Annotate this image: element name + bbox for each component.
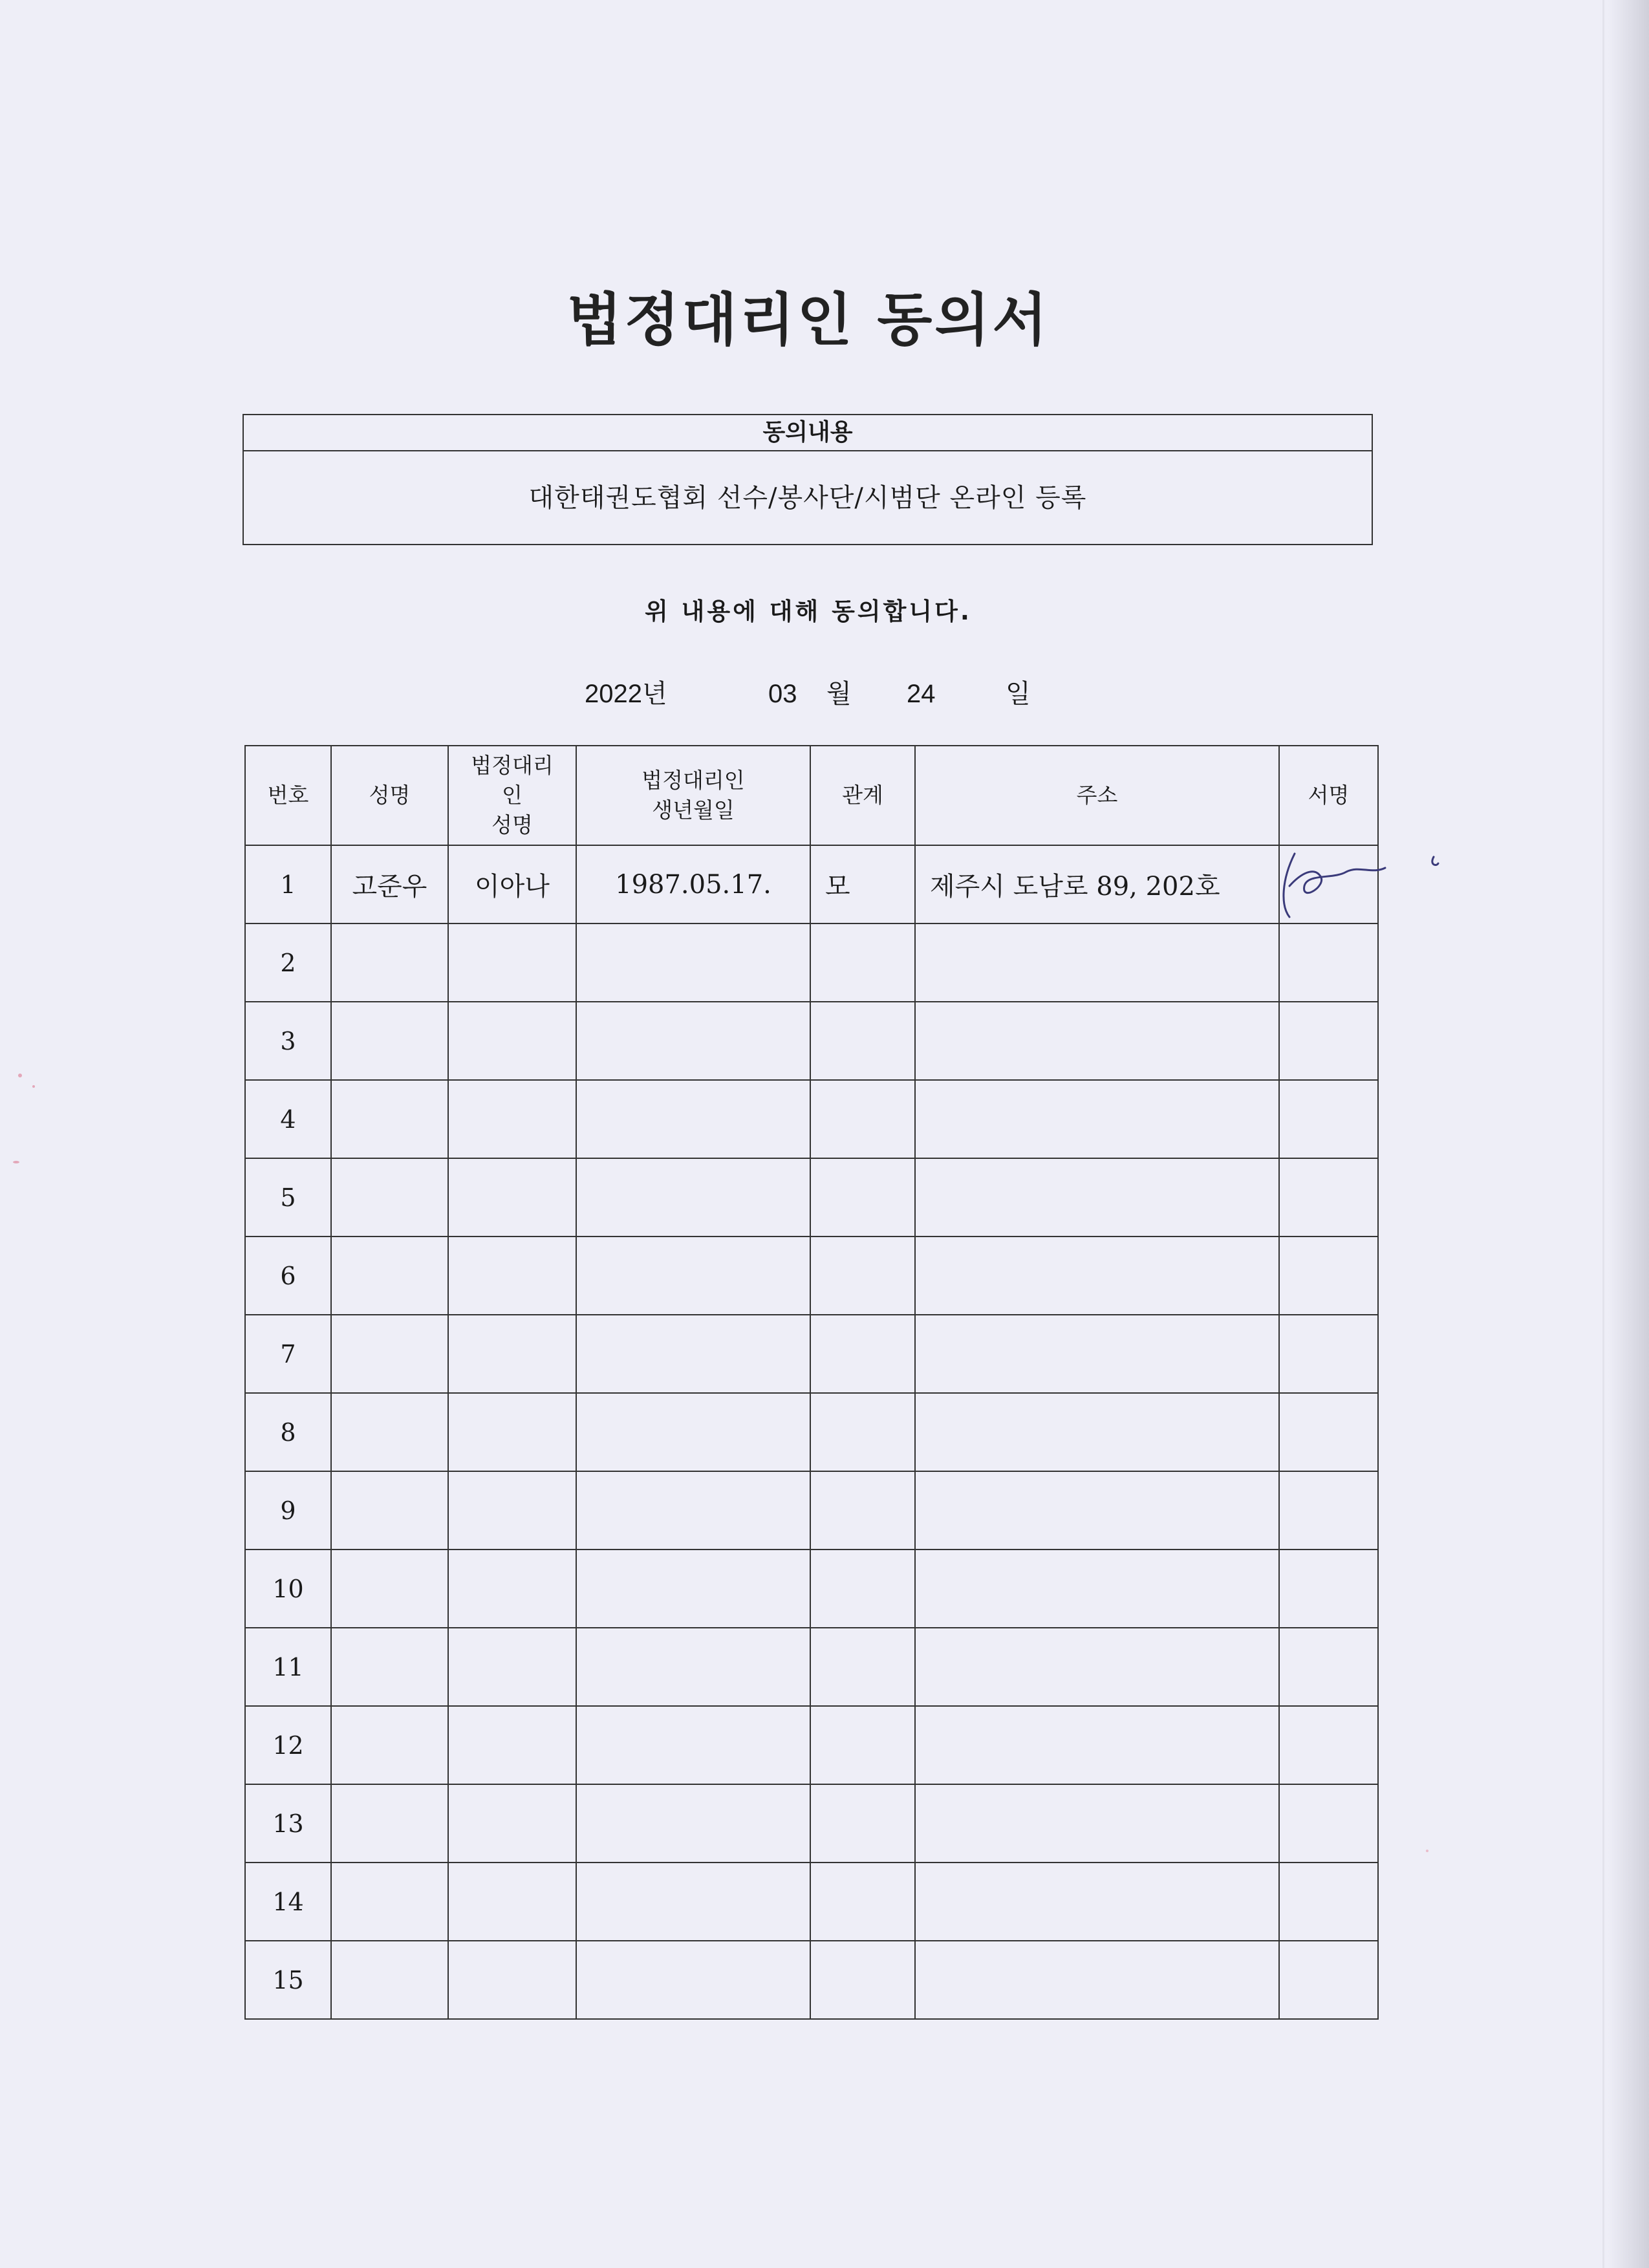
row-relation <box>810 1002 915 1080</box>
row-signature <box>1279 1471 1378 1550</box>
header-address: 주소 <box>915 746 1279 845</box>
row-relation <box>810 1393 915 1471</box>
row-guardian-birth <box>576 1628 810 1706</box>
row-relation <box>810 923 915 1002</box>
header-signature: 서명 <box>1279 746 1378 845</box>
row-number: 1 <box>245 845 331 923</box>
row-relation <box>810 1706 915 1784</box>
row-guardian-name <box>448 1628 576 1706</box>
table-row <box>245 845 1378 923</box>
table-row <box>245 923 1378 1002</box>
scan-speck <box>13 1161 19 1163</box>
row-number: 9 <box>245 1471 331 1550</box>
row-name <box>331 1158 448 1237</box>
scan-speck <box>32 1085 35 1088</box>
row-signature <box>1279 923 1378 1002</box>
row-guardian-birth <box>576 1080 810 1158</box>
row-signature <box>1279 1393 1378 1471</box>
row-address <box>915 1002 1279 1080</box>
row-signature <box>1279 1784 1378 1863</box>
row-relation <box>810 1863 915 1941</box>
table-row <box>245 1628 1378 1706</box>
row-address <box>915 1550 1279 1628</box>
row-relation: 모 <box>810 845 915 923</box>
table-row <box>245 1550 1378 1628</box>
row-guardian-name: 이아나 <box>448 845 576 923</box>
row-signature <box>1279 1941 1378 2019</box>
row-guardian-name <box>448 1080 576 1158</box>
header-number: 번호 <box>245 746 331 845</box>
row-guardian-name <box>448 1002 576 1080</box>
row-name <box>331 1941 448 2019</box>
header-guardian-name-line3: 성명 <box>491 812 533 837</box>
row-name <box>331 1863 448 1941</box>
row-guardian-birth <box>576 1393 810 1471</box>
row-address <box>915 1863 1279 1941</box>
table-row <box>245 1002 1378 1080</box>
row-name <box>331 1393 448 1471</box>
row-relation <box>810 1237 915 1315</box>
row-number: 8 <box>245 1393 331 1471</box>
table-row <box>245 1393 1378 1471</box>
row-relation <box>810 1628 915 1706</box>
row-signature <box>1279 1080 1378 1158</box>
header-guardian-birth <box>576 746 810 845</box>
row-signature <box>1279 1158 1378 1237</box>
row-address <box>915 1628 1279 1706</box>
row-number: 10 <box>245 1550 331 1628</box>
row-address <box>915 923 1279 1002</box>
row-guardian-name <box>448 1941 576 2019</box>
header-guardian-name-line1: 법정대리 <box>471 753 554 778</box>
row-address <box>915 1941 1279 2019</box>
row-address <box>915 1237 1279 1315</box>
scan-speck <box>1426 1850 1428 1852</box>
table-row <box>245 1863 1378 1941</box>
agreement-statement: 위 내용에 대해 동의합니다. <box>645 598 972 625</box>
header-guardian-birth-line1: 법정대리인 <box>641 768 745 793</box>
row-name: 고준우 <box>331 845 448 923</box>
table-row <box>245 1784 1378 1863</box>
consent-content: 대한태권도협회 선수/봉사단/시범단 온라인 등록 <box>528 483 1087 513</box>
row-name <box>331 1550 448 1628</box>
row-relation <box>810 1550 915 1628</box>
row-number: 15 <box>245 1941 331 2019</box>
table-row <box>245 1941 1378 2019</box>
row-signature <box>1279 1628 1378 1706</box>
table-row <box>245 1080 1378 1158</box>
row-number: 3 <box>245 1002 331 1080</box>
row-name <box>331 1315 448 1393</box>
row-signature <box>1279 1706 1378 1784</box>
row-address <box>915 1315 1279 1393</box>
row-name <box>331 1080 448 1158</box>
row-number: 7 <box>245 1315 331 1393</box>
scan-speck <box>18 1074 22 1077</box>
row-relation <box>810 1315 915 1393</box>
row-name <box>331 1706 448 1784</box>
row-guardian-birth <box>576 1315 810 1393</box>
row-relation <box>810 1784 915 1863</box>
row-name <box>331 923 448 1002</box>
table-row <box>245 1315 1378 1393</box>
row-address: 제주시 도남로 89, 202호 <box>915 845 1279 923</box>
row-name <box>331 1471 448 1550</box>
row-relation <box>810 1941 915 2019</box>
table-row <box>245 1471 1378 1550</box>
header-name: 성명 <box>331 746 448 845</box>
row-relation <box>810 1158 915 1237</box>
header-relation: 관계 <box>810 746 915 845</box>
row-guardian-birth <box>576 923 810 1002</box>
row-address <box>915 1471 1279 1550</box>
row-guardian-name <box>448 1863 576 1941</box>
row-guardian-birth <box>576 1237 810 1315</box>
row-guardian-birth <box>576 1158 810 1237</box>
row-guardian-name <box>448 1393 576 1471</box>
date-month-label: 월 <box>826 680 852 708</box>
consent-header: 동의내용 <box>244 415 1372 451</box>
table-row <box>245 1706 1378 1784</box>
consent-box <box>242 414 1373 545</box>
row-name <box>331 1237 448 1315</box>
table-row <box>245 1237 1378 1315</box>
row-address <box>915 1784 1279 1863</box>
table-header-row <box>245 746 1378 845</box>
row-guardian-name <box>448 1784 576 1863</box>
row-guardian-name <box>448 1237 576 1315</box>
row-guardian-name <box>448 923 576 1002</box>
row-address <box>915 1158 1279 1237</box>
row-relation <box>810 1471 915 1550</box>
row-name <box>331 1002 448 1080</box>
row-guardian-birth <box>576 1784 810 1863</box>
row-signature <box>1279 1863 1378 1941</box>
row-address <box>915 1080 1279 1158</box>
row-guardian-birth <box>576 1941 810 2019</box>
date-day: 24 <box>907 680 936 708</box>
row-guardian-name <box>448 1315 576 1393</box>
document-title: 법정대리인 동의서 <box>566 286 1050 353</box>
table-row <box>245 1158 1378 1237</box>
row-number: 14 <box>245 1863 331 1941</box>
row-number: 5 <box>245 1158 331 1237</box>
row-signature <box>1279 1315 1378 1393</box>
row-number: 2 <box>245 923 331 1002</box>
row-name <box>331 1784 448 1863</box>
row-signature <box>1279 1002 1378 1080</box>
row-address <box>915 1706 1279 1784</box>
row-number: 13 <box>245 1784 331 1863</box>
row-guardian-birth <box>576 1706 810 1784</box>
row-address <box>915 1393 1279 1471</box>
date-year: 2022년 <box>585 680 667 708</box>
row-name <box>331 1628 448 1706</box>
row-guardian-name <box>448 1706 576 1784</box>
date-day-label: 일 <box>1006 680 1031 708</box>
row-number: 12 <box>245 1706 331 1784</box>
header-guardian-name <box>448 746 576 845</box>
row-number: 4 <box>245 1080 331 1158</box>
header-guardian-name-line2: 인 <box>502 783 523 808</box>
row-relation <box>810 1080 915 1158</box>
row-guardian-birth: 1987.05.17. <box>576 845 810 923</box>
header-guardian-birth-line2: 생년월일 <box>652 797 735 823</box>
row-guardian-birth <box>576 1002 810 1080</box>
handwritten-signature <box>1275 841 1437 931</box>
roster-table <box>244 745 1379 2020</box>
row-signature <box>1279 1550 1378 1628</box>
row-number: 11 <box>245 1628 331 1706</box>
row-number: 6 <box>245 1237 331 1315</box>
row-guardian-birth <box>576 1471 810 1550</box>
row-guardian-birth <box>576 1550 810 1628</box>
date-month: 03 <box>768 680 797 708</box>
row-guardian-name <box>448 1471 576 1550</box>
row-guardian-birth <box>576 1863 810 1941</box>
row-signature <box>1279 1237 1378 1315</box>
row-guardian-name <box>448 1158 576 1237</box>
row-guardian-name <box>448 1550 576 1628</box>
